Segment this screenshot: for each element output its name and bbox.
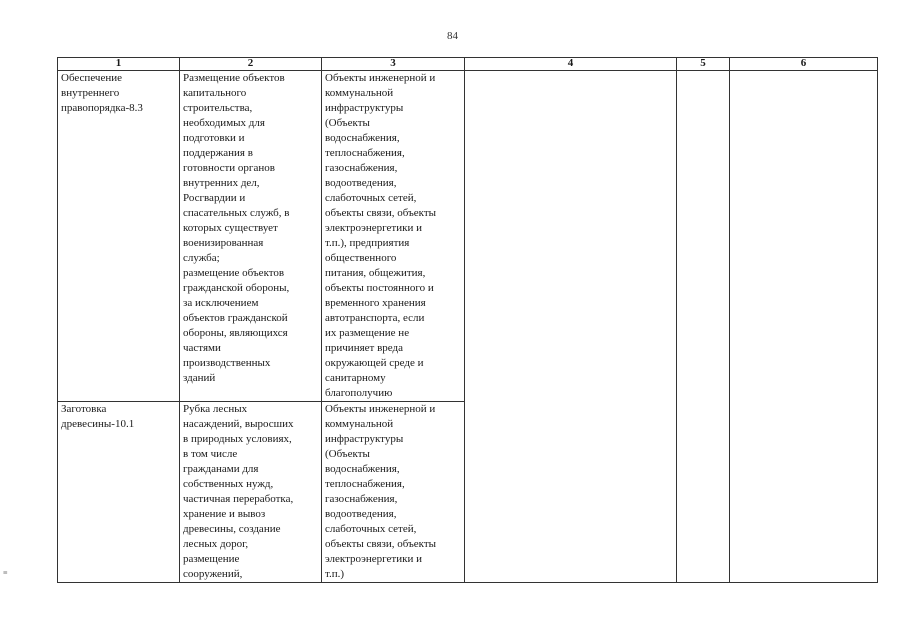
- header-col-6: 6: [730, 58, 878, 71]
- column-5-cell: [677, 71, 730, 583]
- land-use-type-cell: Заготовка древесины-10.1: [58, 402, 180, 583]
- land-use-description-cell: Рубка лесных насаждений, выросших в природных условиях, в том числе гражданами для собственных нужд, частичная переработка, хранение и вывоз древесины, создание лесных дорог, размещение сооружений,: [180, 402, 322, 583]
- header-col-4: 4: [465, 58, 677, 71]
- auxiliary-uses-cell: Объекты инженерной и коммунальной инфраструктуры (Объекты водоснабжения, теплоснабжения, газоснабжения, водоотведения, слаботочных сетей, объекты связи, объекты электроэнергетики и т.п.), предприятия общественного питания, общежития, объекты постоянного и временного хранения автотранспорта, если их размещение не причиняет вреда окружающей среде и санитарному благополучию: [322, 71, 465, 402]
- column-6-cell: [730, 71, 878, 583]
- margin-mark: ≡: [3, 568, 8, 577]
- header-col-1: 1: [58, 58, 180, 71]
- page-number: 84: [447, 30, 458, 42]
- table-row: [58, 71, 878, 402]
- header-col-5: 5: [677, 58, 730, 71]
- land-use-description-cell: Размещение объектов капитального строительства, необходимых для подготовки и поддержания в готовности органов внутренних дел, Росгвардии и спасательных служб, в которых существует военизированная служба; размещение объектов гражданской обороны, за исключением объектов гражданской обороны, являющихся частями производственных зданий: [180, 71, 322, 402]
- header-row: [58, 58, 878, 71]
- auxiliary-uses-cell: Объекты инженерной и коммунальной инфраструктуры (Объекты водоснабжения, теплоснабжения, газоснабжения, водоотведения, слаботочных сетей, объекты связи, объекты электроэнергетики и т.п.): [322, 402, 465, 583]
- column-4-cell: [465, 71, 677, 583]
- land-use-type-cell: Обеспечение внутреннего правопорядка-8.3: [58, 71, 180, 402]
- zoning-table: [57, 57, 878, 583]
- header-col-3: 3: [322, 58, 465, 71]
- header-col-2: 2: [180, 58, 322, 71]
